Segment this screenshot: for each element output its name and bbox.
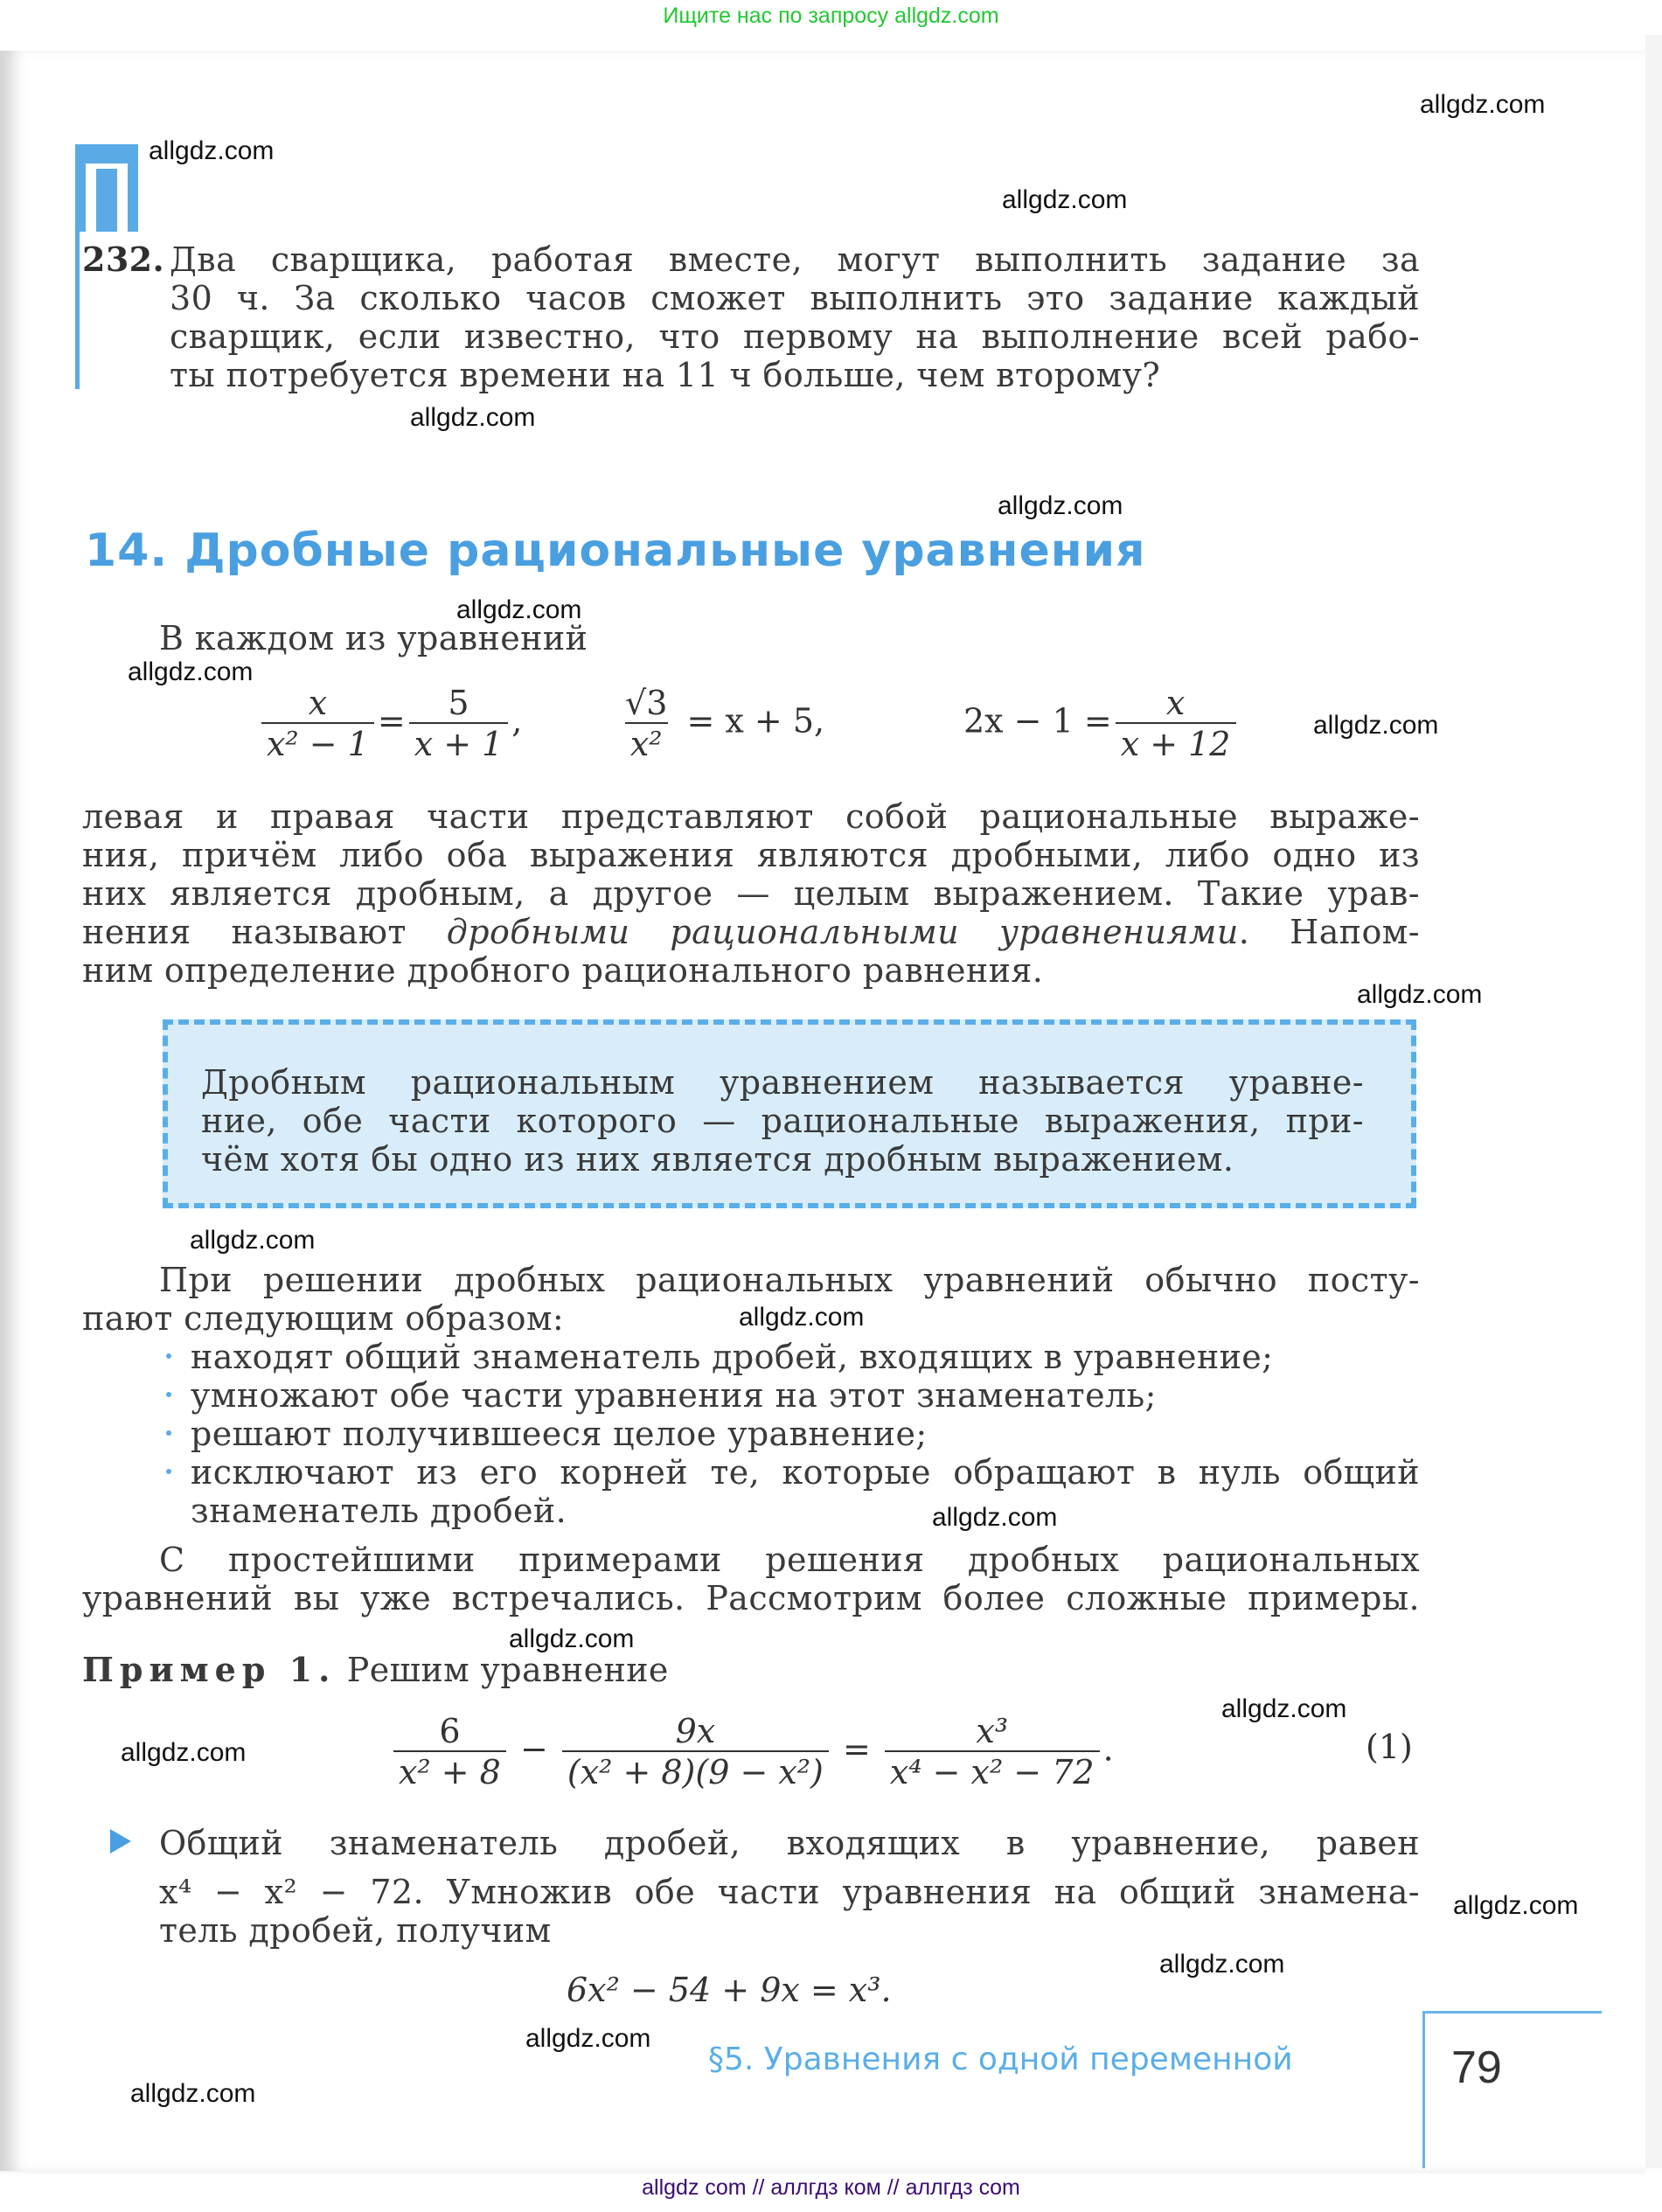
problem-number: 232.	[82, 240, 165, 279]
result-text: 6x² − 54 + 9x = x³.	[567, 1971, 892, 2009]
paragraph-line: уравнений вы уже встречались. Рассмотрим более сложные примеры.	[82, 1579, 1420, 1617]
procedure-step: решают получившееся целое уравнение;	[191, 1415, 928, 1453]
watermark: allgdz.com	[525, 2024, 651, 2053]
watermark: allgdz.com	[410, 403, 536, 432]
equals-sign: =	[842, 1729, 871, 1769]
watermark: allgdz.com	[932, 1503, 1058, 1532]
watermark: allgdz.com	[190, 1226, 316, 1255]
problem-line: 30 ч. За сколько часов сможет выполнить это задание каждый	[170, 279, 1420, 317]
page-number-frame	[1422, 2011, 1602, 2014]
procedure-step: находят общий знаменатель дробей, входящих в уравнение;	[191, 1338, 1274, 1376]
procedure-lead: При решении дробных рациональных уравнений обычно посту-	[159, 1261, 1420, 1299]
watermark: allgdz.com	[1221, 1694, 1347, 1723]
intro-text: В каждом из уравнений	[159, 619, 588, 657]
numerator: 9x	[675, 1712, 716, 1750]
solution-line: Общий знаменатель дробей, входящих в уравнение, равен	[159, 1824, 1420, 1862]
problem-line: ты потребуется времени на 11 ч больше, чем второму?	[170, 356, 1161, 394]
solution-line: тель дробей, получим	[159, 1911, 552, 1950]
problem-marker-line	[75, 232, 80, 389]
denominator: x² − 1	[267, 725, 369, 763]
numerator: x	[1165, 684, 1186, 722]
paragraph-line	[82, 913, 1420, 951]
numerator: x	[308, 684, 328, 722]
definition-line: чём хотя бы одно из них является дробным выражением.	[201, 1140, 1234, 1179]
equation-3	[963, 684, 1240, 764]
text: . Напом-	[1238, 913, 1420, 951]
denominator: x²	[629, 725, 663, 763]
watermark: allgdz.com	[998, 491, 1123, 520]
denominator: (x² + 8)(9 − x²)	[567, 1753, 824, 1791]
example-heading	[82, 1651, 1420, 1689]
example-text: Решим уравнение	[346, 1651, 669, 1689]
term-italic: дробными рациональными уравнениями	[446, 913, 1239, 951]
watermark: allgdz.com	[1420, 90, 1546, 119]
rhs: = x + 5,	[686, 701, 825, 741]
procedure-step-cont: знаменатель дробей.	[191, 1492, 567, 1530]
bottom-banner[interactable]: allgdz com // аллгдз ком // аллгдз com	[642, 2175, 1020, 2200]
example-equation	[390, 1712, 1114, 1792]
numerator: x³	[976, 1712, 1009, 1750]
procedure-step: умножают обе части уравнения на этот знаменатель;	[191, 1376, 1157, 1415]
watermark: allgdz.com	[509, 1624, 635, 1653]
numerator: √3	[625, 684, 668, 722]
top-banner[interactable]: Ищите нас по запросу allgdz.com	[663, 3, 999, 28]
watermark: allgdz.com	[1357, 980, 1483, 1009]
bullet-icon	[166, 1353, 171, 1359]
paragraph-line: ния, причём либо оба выражения являются дробными, либо одно из	[82, 836, 1420, 874]
definition-line: ние, обе части которого — рациональные выражения, при-	[201, 1102, 1364, 1140]
page-edge	[1645, 35, 1662, 2168]
bullet-icon	[166, 1469, 171, 1474]
text: нения называют	[82, 913, 447, 951]
example-label: Пример 1.	[82, 1650, 337, 1689]
solution-line: x⁴ − x² − 72. Умножив обе части уравнения на общий знамена-	[159, 1873, 1420, 1911]
page-number: 79	[1451, 2042, 1502, 2093]
numerator: 5	[448, 684, 469, 722]
problem-line: сварщик, если известно, что первому на выполнение всей рабо-	[170, 317, 1420, 356]
watermark: allgdz.com	[149, 136, 275, 165]
bullet-icon	[166, 1430, 171, 1436]
paragraph-line: ним определение дробного рационального равнения.	[82, 951, 1044, 990]
problem-line: Два сварщика, работая вместе, могут выполнить задание за	[170, 240, 1420, 279]
problem-marker-icon	[75, 144, 138, 232]
definition-box	[163, 1019, 1416, 1208]
equals-sign: =	[377, 701, 406, 741]
minus-sign: −	[519, 1729, 548, 1769]
page-number-frame	[1422, 2011, 1425, 2168]
result-equation	[567, 1971, 892, 2009]
lhs: 2x − 1 =	[963, 701, 1112, 741]
equation-2	[616, 684, 824, 764]
denominator: x + 1	[414, 725, 504, 763]
section-heading: 14. Дробные рациональные уравнения	[85, 525, 1146, 577]
paragraph-line: них является дробным, а другое — целым выражением. Такие урав-	[82, 874, 1420, 913]
procedure-lead: пают следующим образом:	[82, 1299, 565, 1338]
running-footer-section: §5. Уравнения с одной переменной	[708, 2042, 1293, 2077]
watermark: allgdz.com	[130, 2079, 256, 2108]
solution-start-icon	[110, 1829, 131, 1854]
procedure-step: исключают из его корней те, которые обращают в нуль общий	[191, 1453, 1420, 1492]
denominator: x + 12	[1120, 725, 1231, 763]
numerator: 6	[439, 1712, 461, 1750]
equation-1	[258, 684, 522, 764]
denominator: x⁴ − x² − 72	[889, 1753, 1095, 1791]
watermark: allgdz.com	[128, 657, 254, 686]
watermark: allgdz.com	[1453, 1891, 1579, 1920]
watermark: allgdz.com	[1002, 185, 1128, 214]
watermark: allgdz.com	[739, 1303, 865, 1332]
watermark: allgdz.com	[121, 1738, 247, 1767]
paragraph-line: С простейшими примерами решения дробных рациональных	[159, 1541, 1420, 1579]
watermark: allgdz.com	[1159, 1950, 1285, 1979]
equation-tag: (1)	[1366, 1728, 1413, 1766]
comma: ,	[511, 701, 523, 741]
watermark: allgdz.com	[456, 595, 582, 624]
denominator: x² + 8	[399, 1753, 501, 1791]
period: .	[1102, 1729, 1114, 1769]
definition-line: Дробным рациональным уравнением называется уравне-	[201, 1063, 1364, 1102]
bullet-icon	[166, 1392, 171, 1397]
paragraph-line: левая и правая части представляют собой рациональные выраже-	[82, 797, 1420, 836]
watermark: allgdz.com	[1313, 711, 1439, 740]
